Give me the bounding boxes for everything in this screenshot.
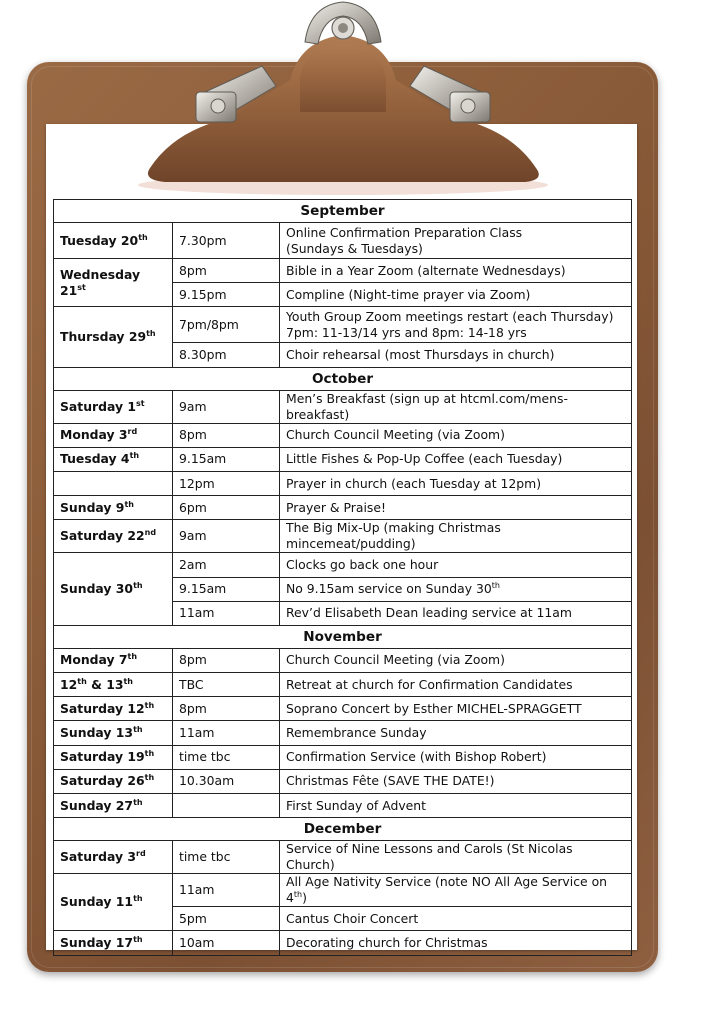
table-row [54,769,632,793]
table-row [54,697,632,721]
table-row [54,471,632,495]
events-calendar-table [53,199,632,956]
event-time [173,794,280,818]
event-time: TBC [173,673,280,697]
event-description: Men’s Breakfast (sign up at htcml.com/mens-breakfast) [280,390,632,423]
event-time: 12pm [173,471,280,495]
table-row [54,307,632,343]
event-description: Church Council Meeting (via Zoom) [280,423,632,447]
event-description: Remembrance Sunday [280,721,632,745]
event-description: Bible in a Year Zoom (alternate Wednesdays) [280,259,632,283]
event-day: Thursday 29th [54,307,173,367]
table-row [54,931,632,955]
event-description: Compline (Night-time prayer via Zoom) [280,283,632,307]
event-time: 8.30pm [173,343,280,367]
event-day: Saturday 1st [54,390,173,423]
table-row [54,874,632,907]
event-time: 9.15am [173,577,280,601]
event-description: Decorating church for Christmas [280,931,632,955]
event-time: 9.15am [173,447,280,471]
table-row [54,794,632,818]
event-time: 11am [173,721,280,745]
table-row [54,447,632,471]
event-day: Saturday 19th [54,745,173,769]
event-day: Saturday 22nd [54,520,173,553]
event-day: Sunday 9th [54,496,173,520]
event-time: 8pm [173,697,280,721]
event-description: Retreat at church for Confirmation Candidates [280,673,632,697]
table-row [54,721,632,745]
event-time: 9.15pm [173,283,280,307]
event-day: Saturday 12th [54,697,173,721]
table-row [54,423,632,447]
event-description: First Sunday of Advent [280,794,632,818]
event-day: Tuesday 20th [54,223,173,259]
event-time: 8pm [173,259,280,283]
event-description: No 9.15am service on Sunday 30th [280,577,632,601]
event-time: 8pm [173,648,280,672]
table-row [54,648,632,672]
event-time: 5pm [173,907,280,931]
event-description: Prayer & Praise! [280,496,632,520]
table-row [54,259,632,283]
event-day: Sunday 30th [54,553,173,626]
event-description: Clocks go back one hour [280,553,632,577]
event-time: 10.30am [173,769,280,793]
event-day: Monday 3rd [54,423,173,447]
month-heading: November [54,625,632,648]
month-header-row [54,367,632,390]
event-description: Youth Group Zoom meetings restart (each Thursday) 7pm: 11-13/14 yrs and 8pm: 14-18 yrs [280,307,632,343]
event-day: Sunday 17th [54,931,173,955]
event-time: 9am [173,520,280,553]
event-description: The Big Mix-Up (making Christmas mincemeat/pudding) [280,520,632,553]
event-description: Confirmation Service (with Bishop Robert) [280,745,632,769]
event-description: Choir rehearsal (most Thursdays in church) [280,343,632,367]
event-description: Online Confirmation Preparation Class (Sundays & Tuesdays) [280,223,632,259]
event-day: Sunday 11th [54,874,173,931]
event-time: time tbc [173,841,280,874]
event-day: Monday 7th [54,648,173,672]
event-day: Saturday 26th [54,769,173,793]
event-day [54,471,173,495]
month-heading: September [54,200,632,223]
event-description: Rev’d Elisabeth Dean leading service at 11am [280,601,632,625]
table-row [54,745,632,769]
event-day: Tuesday 4th [54,447,173,471]
table-row [54,841,632,874]
event-description: Church Council Meeting (via Zoom) [280,648,632,672]
event-description: Prayer in church (each Tuesday at 12pm) [280,471,632,495]
event-time: 8pm [173,423,280,447]
table-row [54,673,632,697]
event-time: 7pm/8pm [173,307,280,343]
event-time: 2am [173,553,280,577]
event-description: Christmas Fête (SAVE THE DATE!) [280,769,632,793]
event-time: 9am [173,390,280,423]
event-description: Service of Nine Lessons and Carols (St Nicolas Church) [280,841,632,874]
event-time: 6pm [173,496,280,520]
month-heading: October [54,367,632,390]
event-description: Soprano Concert by Esther MICHEL-SPRAGGETT [280,697,632,721]
event-day: 12th & 13th [54,673,173,697]
event-day: Saturday 3rd [54,841,173,874]
table-row [54,520,632,553]
table-row [54,553,632,577]
table-row [54,390,632,423]
event-time: 7.30pm [173,223,280,259]
table-row [54,223,632,259]
month-header-row [54,625,632,648]
table-row [54,496,632,520]
event-day: Sunday 13th [54,721,173,745]
event-time: 11am [173,601,280,625]
event-description: Little Fishes & Pop-Up Coffee (each Tuesday) [280,447,632,471]
event-time: 10am [173,931,280,955]
month-heading: December [54,818,632,841]
month-header-row [54,818,632,841]
month-header-row [54,200,632,223]
event-description: All Age Nativity Service (note NO All Age Service on 4th) [280,874,632,907]
event-day: Sunday 27th [54,794,173,818]
event-day: Wednesday 21st [54,259,173,307]
event-time: 11am [173,874,280,907]
clipboard-clip-icon [0,0,724,200]
event-description: Cantus Choir Concert [280,907,632,931]
event-time: time tbc [173,745,280,769]
